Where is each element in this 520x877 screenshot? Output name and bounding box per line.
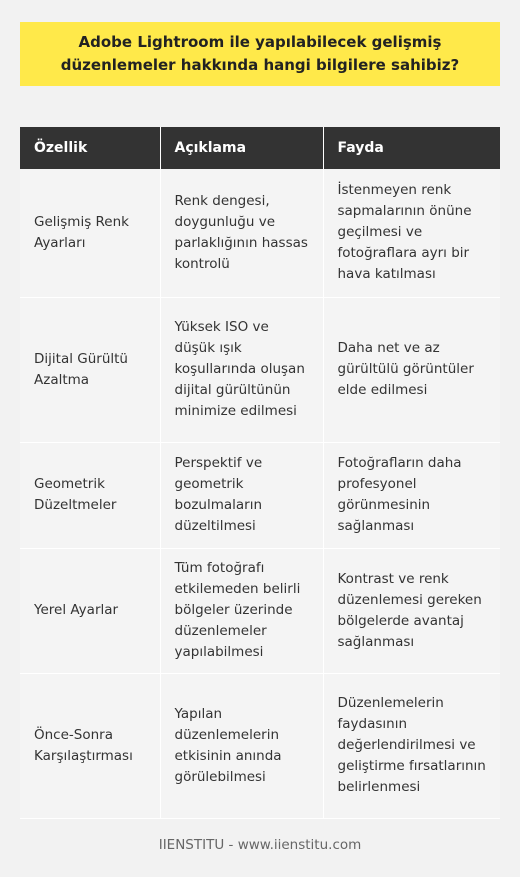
benefit-cell: Kontrast ve renk düzenlemesi gereken bölgelerde avantaj sağlanması: [323, 548, 500, 673]
table-row: [20, 169, 500, 297]
page-title: Adobe Lightroom ile yapılabilecek gelişmiş düzenlemeler hakkında hangi bilgilere sahibiz?: [60, 33, 460, 74]
column-header-feature: Özellik: [20, 127, 160, 169]
description-cell: Perspektif ve geometrik bozulmaların düzeltilmesi: [160, 442, 323, 548]
features-table: [20, 127, 500, 819]
title-banner: [20, 22, 500, 86]
feature-cell: Önce-Sonra Karşılaştırması: [20, 673, 160, 818]
description-cell: Yüksek ISO ve düşük ışık koşullarında oluşan dijital gürültünün minimize edilmesi: [160, 297, 323, 442]
footer-credit: IIENSTITU - www.iienstitu.com: [158, 837, 362, 853]
feature-cell: Yerel Ayarlar: [20, 548, 160, 673]
column-header-benefit: Fayda: [323, 127, 500, 169]
feature-cell: Dijital Gürültü Azaltma: [20, 297, 160, 442]
description-cell: Yapılan düzenlemelerin etkisinin anında görülebilmesi: [160, 673, 323, 818]
benefit-cell: Fotoğrafların daha profesyonel görünmesinin sağlanması: [323, 442, 500, 548]
table-row: [20, 442, 500, 548]
benefit-cell: Daha net ve az gürültülü görüntüler elde edilmesi: [323, 297, 500, 442]
column-header-description: Açıklama: [160, 127, 323, 169]
benefit-cell: Düzenlemelerin faydasının değerlendirilmesi ve geliştirme fırsatlarının belirlenmesi: [323, 673, 500, 818]
feature-cell: Geometrik Düzeltmeler: [20, 442, 160, 548]
description-cell: Renk dengesi, doygunluğu ve parlaklığının hassas kontrolü: [160, 169, 323, 297]
table-header-row: [20, 127, 500, 169]
benefit-cell: İstenmeyen renk sapmalarının önüne geçilmesi ve fotoğraflara ayrı bir hava katılması: [323, 169, 500, 297]
table-row: [20, 297, 500, 442]
table-row: [20, 548, 500, 673]
table-row: [20, 673, 500, 818]
feature-cell: Gelişmiş Renk Ayarları: [20, 169, 160, 297]
description-cell: Tüm fotoğrafı etkilemeden belirli bölgeler üzerinde düzenlemeler yapılabilmesi: [160, 548, 323, 673]
